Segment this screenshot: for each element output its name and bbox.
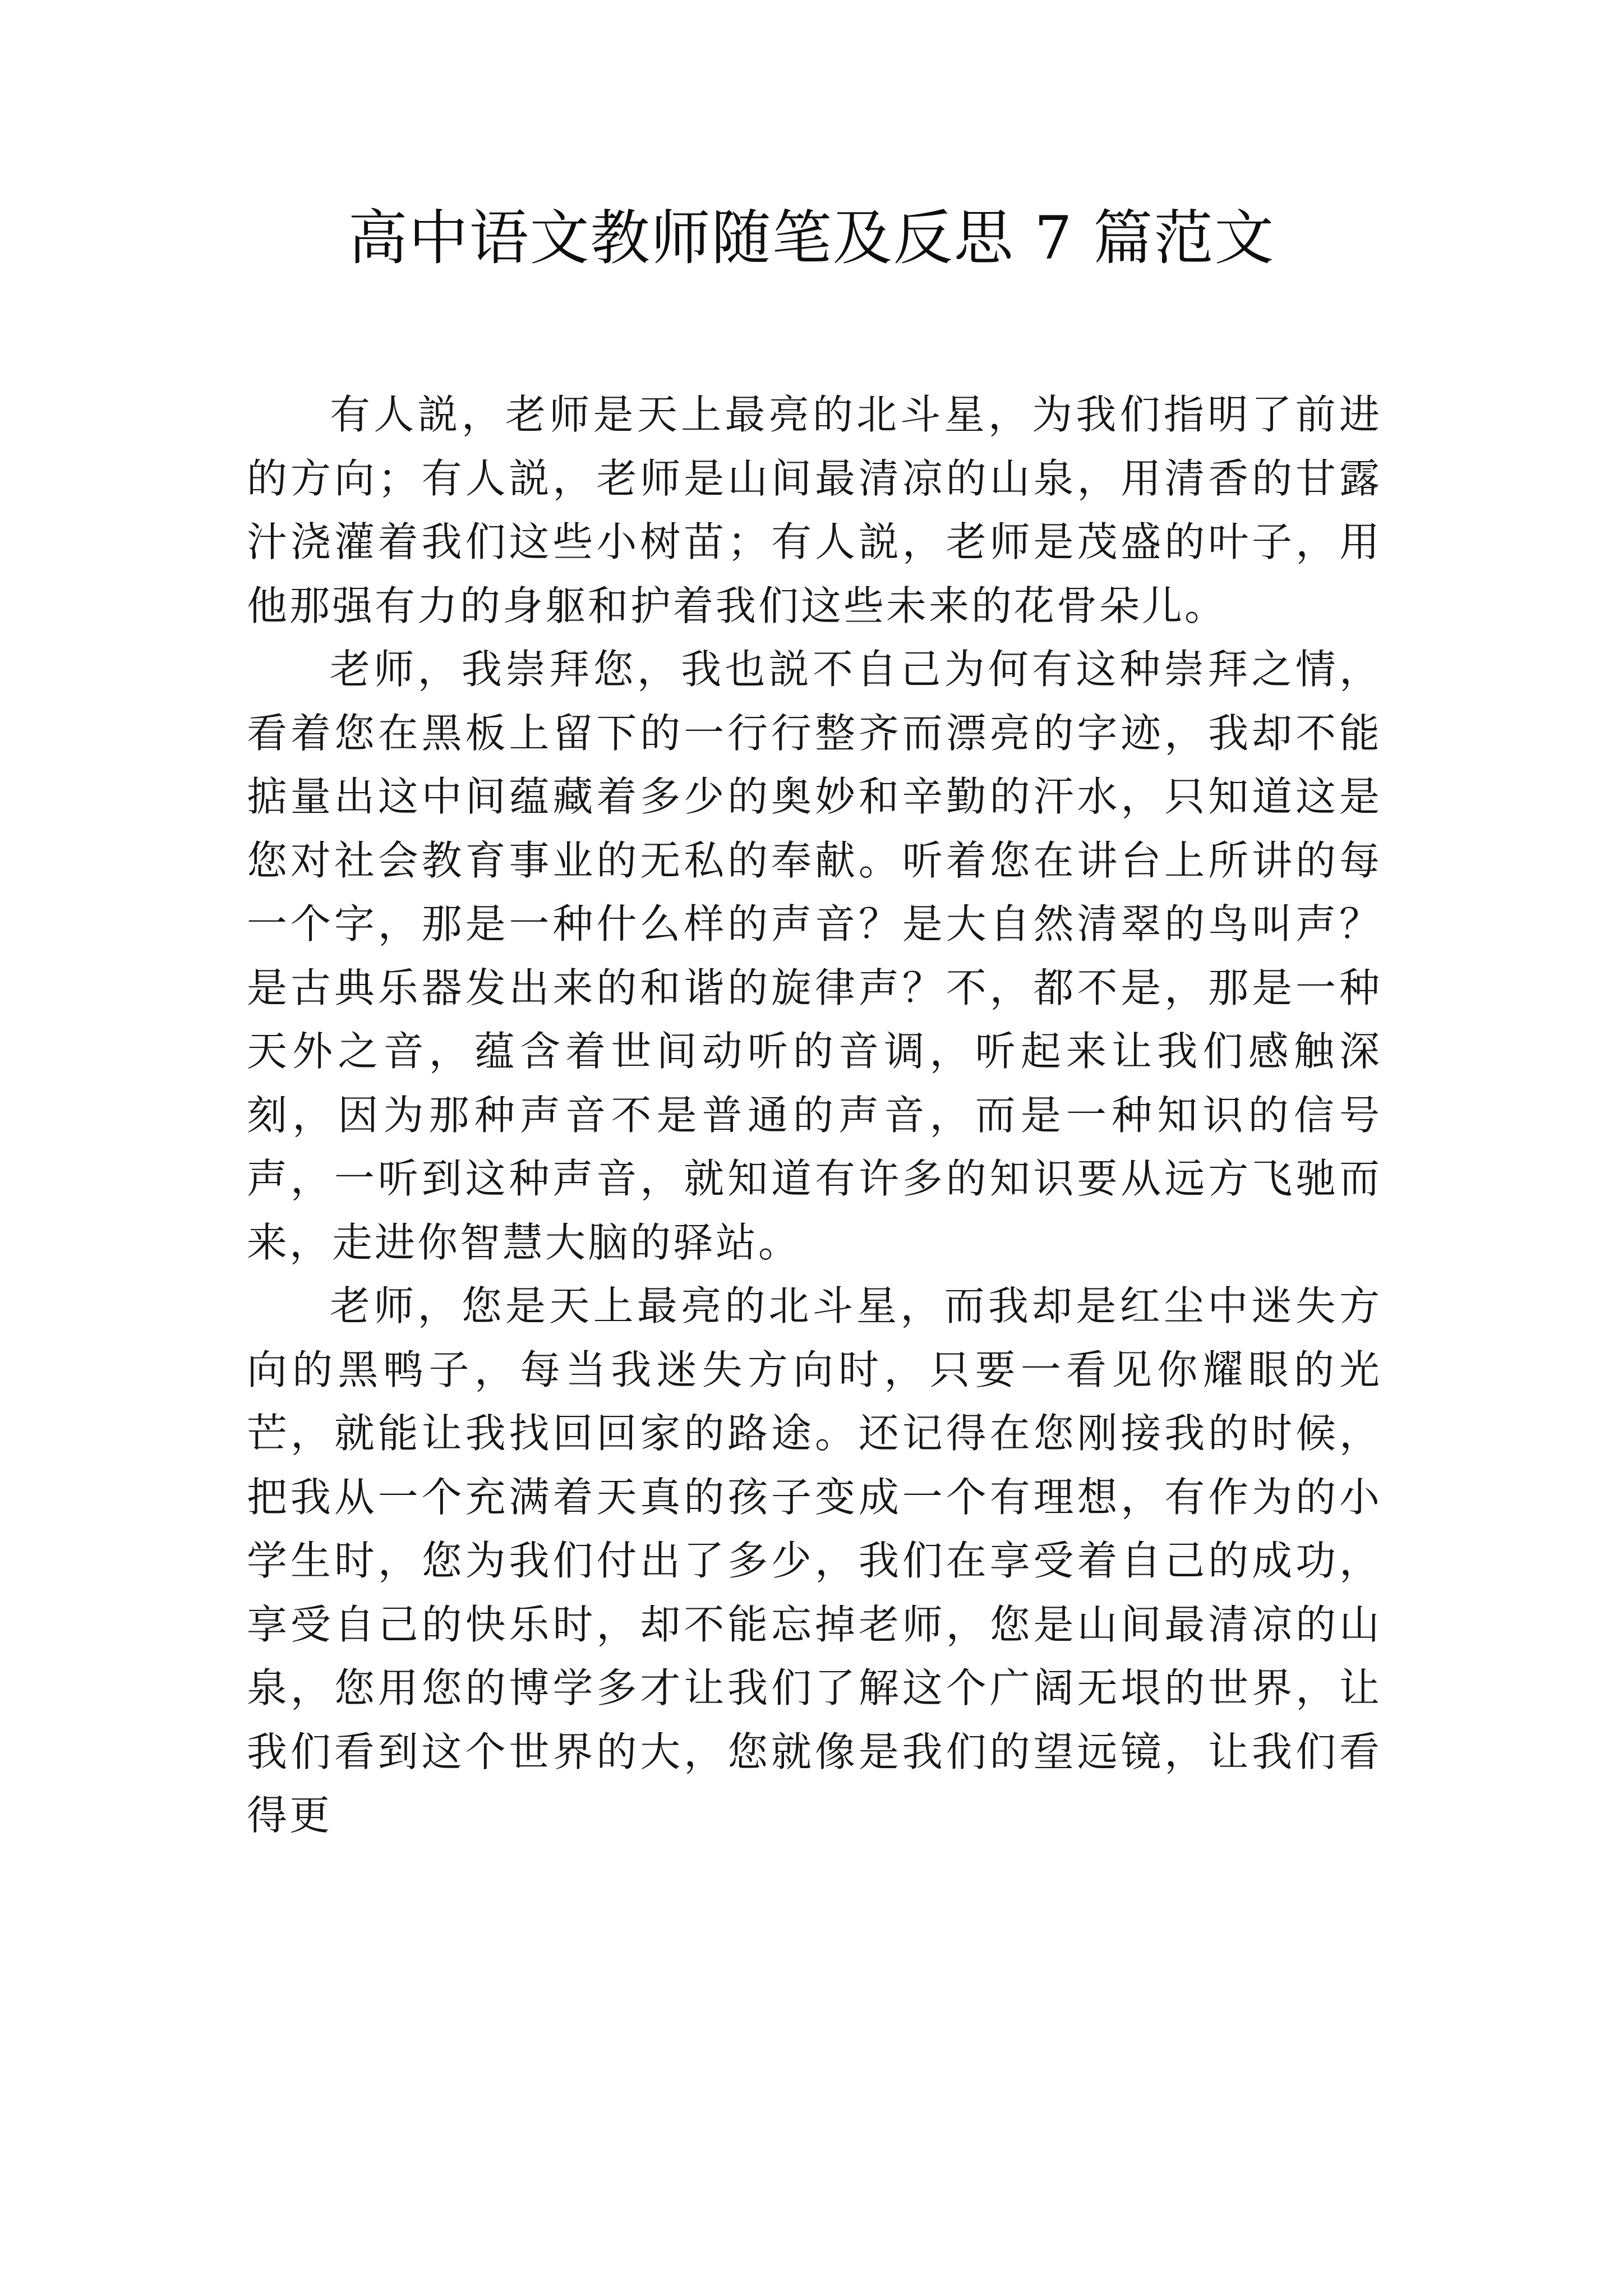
paragraph-3: 老师，您是天上最亮的北斗星，而我却是红尘中迷失方向的黑鸭子，每当我迷失方向时，只要一看见你耀眼的光芒，就能让我找回回家的路途。还记得在您刚接我的时候，把我从一个充满着天真的孩子变成一个有理想，有作为的小学生时，您为我们付出了多少，我们在享受着自己的成功，享受自己的快乐时，却不能忘掉老师，您是山间最清凉的山泉，您用您的博学多才让我们了解这个广阔无垠的世界，让我们看到这个世界的大，您就像是我们的望远镜，让我们看得更: [247, 1282, 1382, 1839]
paragraph-1: 有人説，老师是天上最亮的北斗星，为我们指明了前进的方向；有人説，老师是山间最清凉的山泉，用清香的甘露汁浇灌着我们这些小树苗；有人説，老师是茂盛的叶子，用他那强有力的身躯和护着我们这些未来的花骨朵儿。: [247, 391, 1382, 629]
document-body: [247, 383, 1382, 1848]
paragraph-2: 老师，我崇拜您，我也説不自己为何有这种崇拜之情，看着您在黑板上留下的一行行整齐而漂亮的字迹，我却不能掂量出这中间蕴藏着多少的奥妙和辛勤的汗水，只知道这是您对社会教育事业的无私的奉献。听着您在讲台上所讲的每一个字，那是一种什么样的声音？是大自然清翠的鸟叫声？是古典乐器发出来的和谐的旋律声？不，都不是，那是一种天外之音，蕴含着世间动听的音调，听起来让我们感触深刻，因为那种声音不是普通的声音，而是一种知识的信号声，一听到这种声音，就知道有许多的知识要从远方飞驰而来，走进你智慧大脑的驿站。: [247, 646, 1382, 1266]
document-title: 高中语文教师随笔及反思 7 篇范文: [348, 204, 1275, 273]
